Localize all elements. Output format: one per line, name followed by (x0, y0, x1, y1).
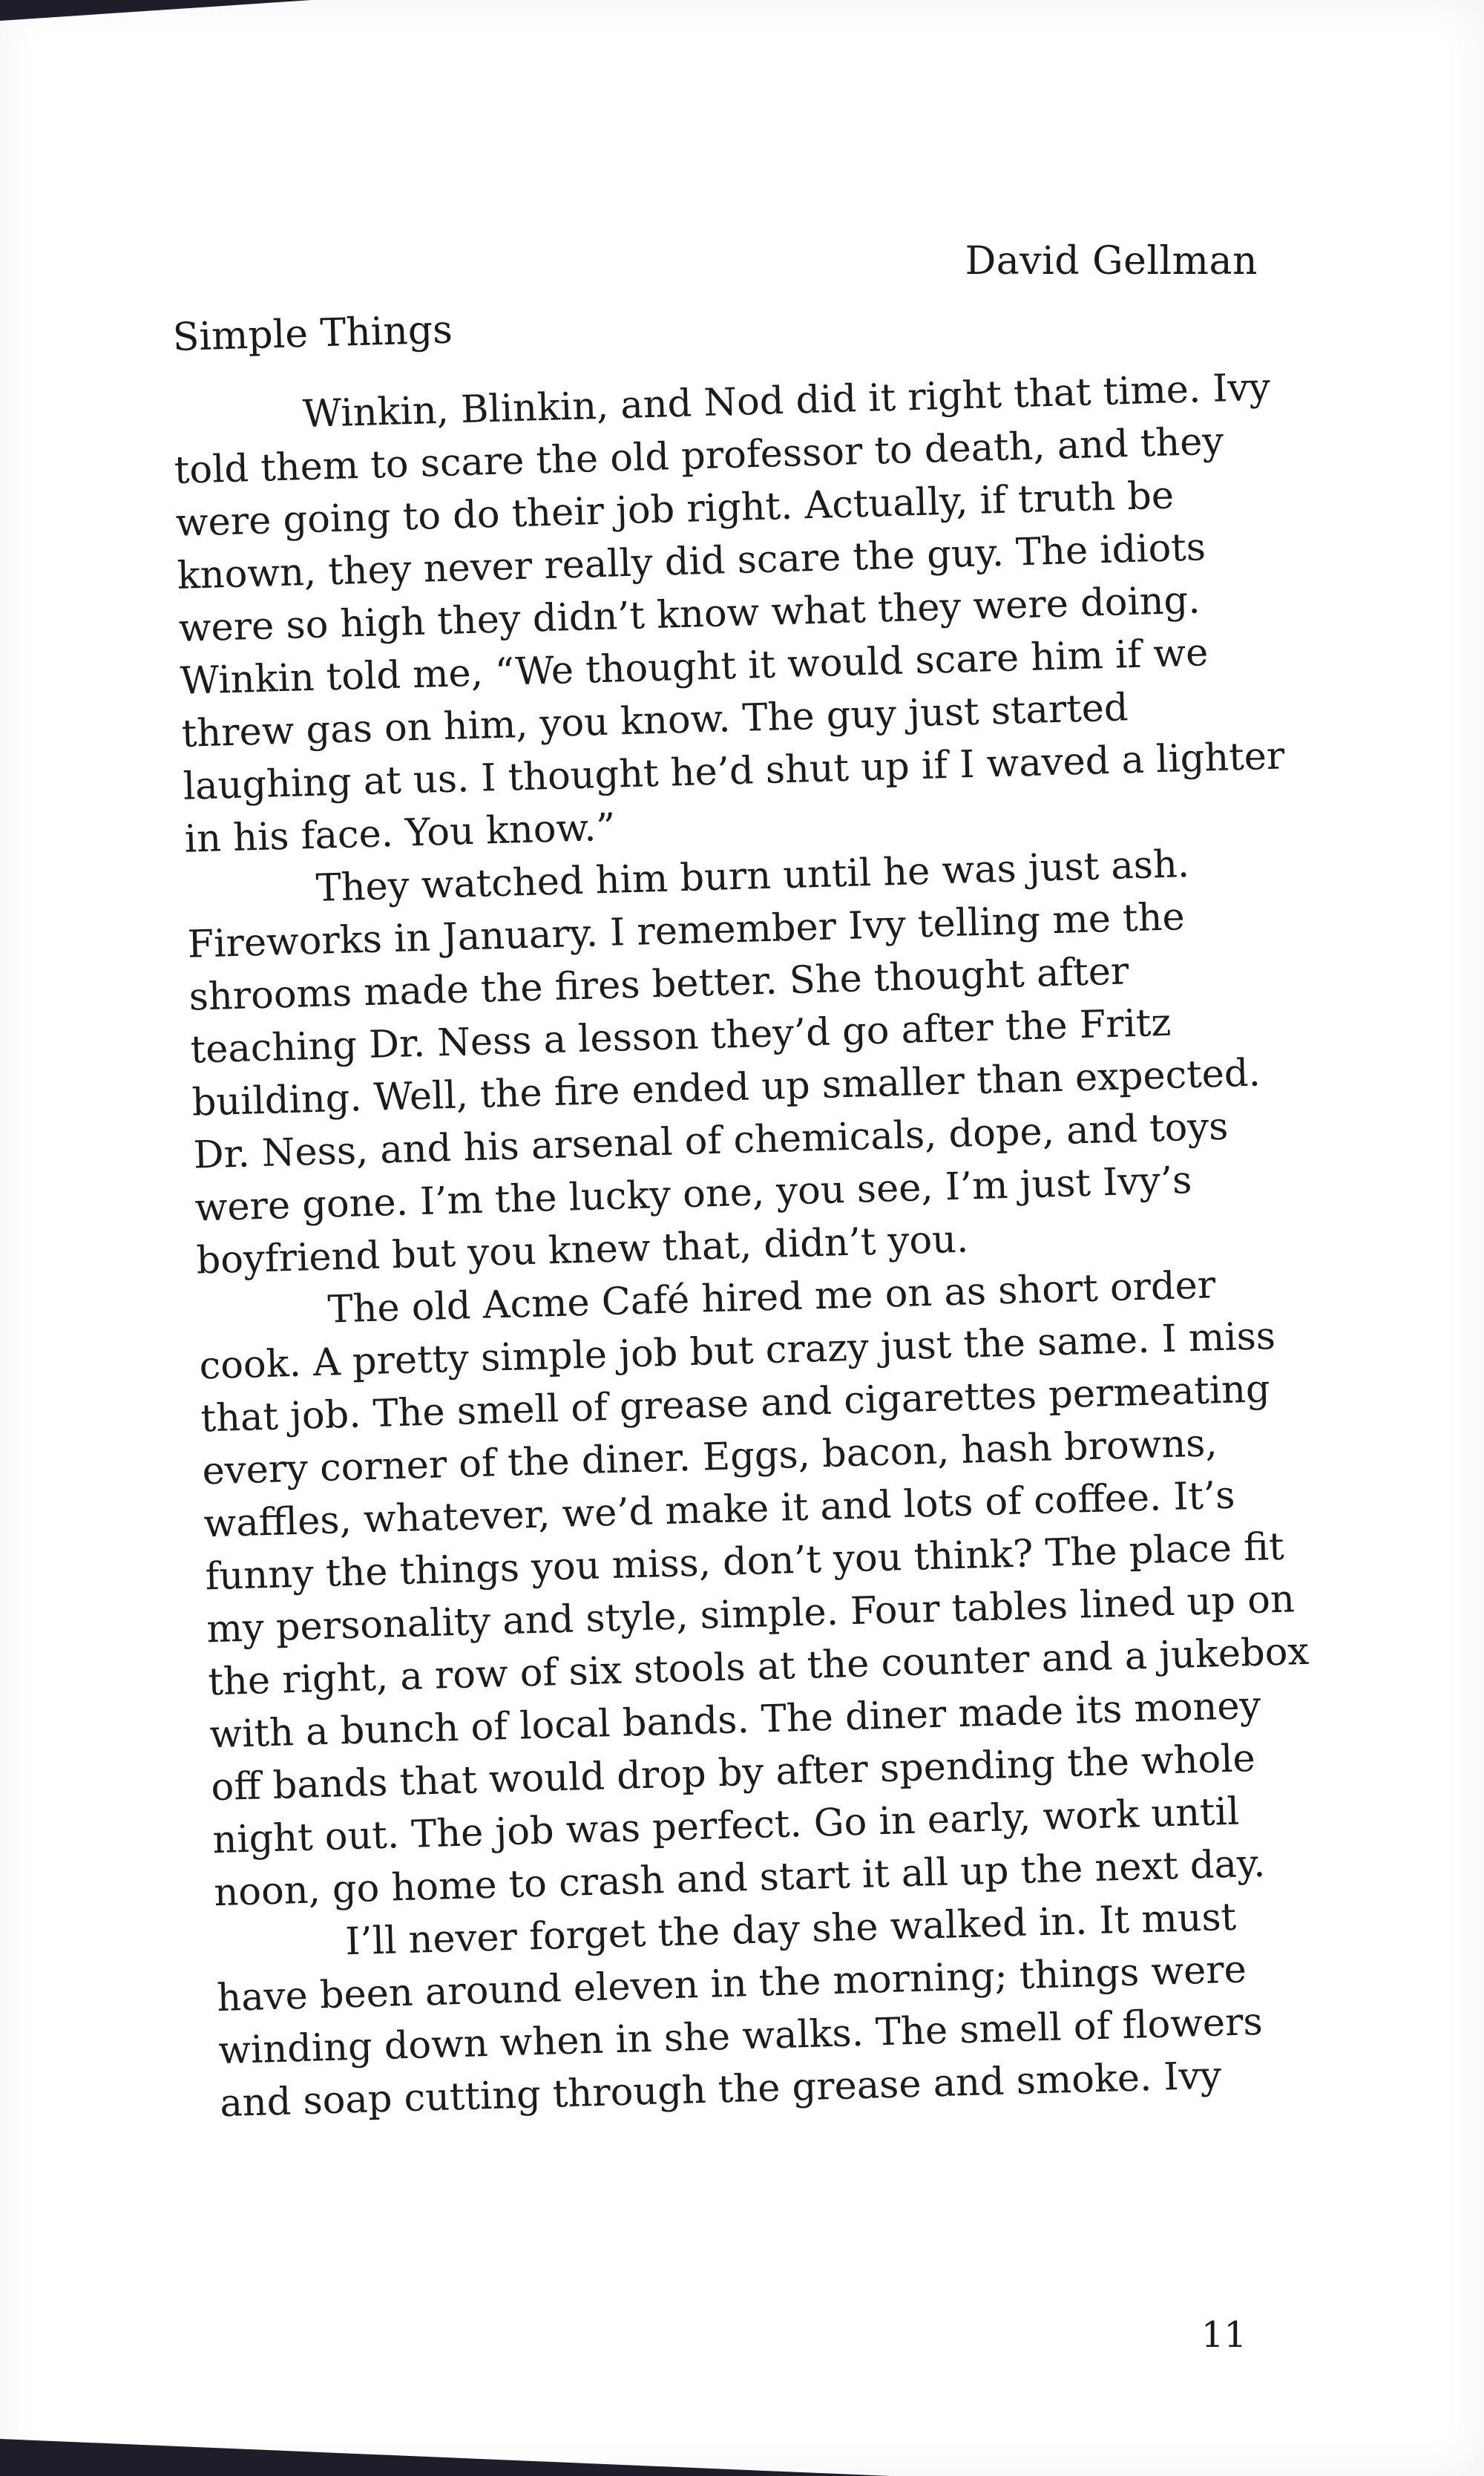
story-title: Simple Things (172, 307, 453, 360)
page-corner-shadow-top (0, 0, 312, 21)
paragraph: I’ll never forget the day she walked in. It must have been around eleven in the morning; things were winding down when in she walks. The smell of flowers and soap cutting through the grease and smoke. Ivy (216, 1895, 1264, 2126)
page-number: 11 (1201, 2314, 1247, 2356)
paragraph: The old Acme Café hired me on as short order cook. A pretty simple job but crazy just the same. I miss that job. The smell of grease and cigarettes permeating every corner of the diner. Eggs, bacon, hash browns, waffles, whatever, we’d make it and lots of coffee. It’s funny the things you miss, don’t you think? The place fit my personality and style, simple. Four tables lined up on the right, a row of six stools at the counter and a jukebox with a bunch of local bands. The diner made its money off bands that would drop by after spending the whole night out. The job was perfect. Go in early, work until noon, go home to crash and start it all up the next day. (198, 1263, 1310, 1916)
story-body (172, 361, 1326, 2130)
page-corner-shadow-bottom (0, 2439, 890, 2476)
paragraph: Winkin, Blinkin, and Nod did it right that time. Ivy told them to scare the old professor to death, and they were going to do their job right. Actually, if truth be known, they never really did scare the guy. The idiots were so high they didn’t know what they were doing. Winkin told me, “We thought it would scare him if we threw gas on him, you know. The guy just started laughing at us. I thought he’d shut up if I waved a lighter in his face. You know.” (174, 365, 1286, 862)
running-header-author: David Gellman (965, 239, 1258, 284)
paragraph: They watched him burn until he was just ash. Fireworks in January. I remember Ivy telling me the shrooms made the fires better. She thought after teaching Dr. Ness a lesson they’d go after the Fritz building. Well, the fire ended up smaller than expected. Dr. Ness, and his arsenal of chemicals, dope, and toys were gone. I’m the lucky one, you see, I’m just Ivy’s boyfriend but you knew that, didn’t you. (186, 842, 1261, 1283)
